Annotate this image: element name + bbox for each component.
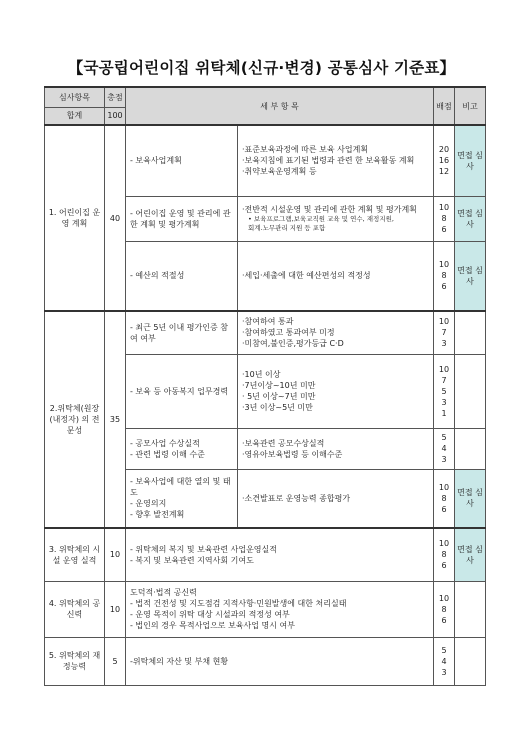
section-category: 1. 어린이집 운영 계획 xyxy=(45,125,105,311)
remark-cell: 면접 심사 xyxy=(455,125,486,196)
score-value: 4 xyxy=(441,656,447,666)
item-details xyxy=(238,125,434,196)
score-value: 7 xyxy=(441,375,447,385)
score-value: 1 xyxy=(441,408,447,418)
item-label: - 보육사업계획 xyxy=(126,125,238,196)
table-row xyxy=(45,637,486,685)
header-total-points: 총점 xyxy=(105,87,126,107)
item-line: - 향후 발전계획 xyxy=(130,510,185,520)
item-details xyxy=(238,428,434,469)
remark-cell: 면접 심사 xyxy=(455,469,486,528)
item-details xyxy=(238,196,434,241)
detail-small-line: 회계.노무관리 지원 등 포함 xyxy=(248,224,326,232)
remark-cell xyxy=(455,637,486,685)
detail-line: ·보육지침에 표기된 법령과 관련 한 보육활동 계획 xyxy=(242,156,415,166)
detail-line: · 5년 이상~7년 미만 xyxy=(242,392,316,401)
score-value: 6 xyxy=(441,504,447,514)
score-value: 8 xyxy=(441,493,447,503)
section-points: 35 xyxy=(105,311,126,528)
remark-cell: 면접 심사 xyxy=(455,196,486,241)
section-points: 10 xyxy=(105,528,126,581)
header-total-label: 합계 xyxy=(45,107,105,125)
table-row xyxy=(45,125,486,196)
item-line: - 공모사업 수상실적 xyxy=(130,438,200,448)
detail-line: ·10년 이상 xyxy=(242,370,281,379)
score-cell xyxy=(434,428,455,469)
detail-line: - 위탁체의 복지 및 보육관련 사업운영실적 xyxy=(130,544,277,554)
score-value: 8 xyxy=(441,604,447,614)
score-value: 8 xyxy=(441,271,447,281)
item-details xyxy=(126,528,434,581)
score-cell xyxy=(434,528,455,581)
remark-cell xyxy=(455,311,486,354)
document-title: 【국공립어린이집 위탁체(신규·변경) 공통심사 기준표】 xyxy=(67,59,456,77)
score-value: 3 xyxy=(441,339,447,349)
score-value: 6 xyxy=(441,615,447,625)
section-points: 40 xyxy=(105,125,126,311)
score-value: 7 xyxy=(441,328,447,338)
score-value: 3 xyxy=(441,455,447,464)
score-cell xyxy=(434,311,455,354)
detail-line: - 법적 건전성 및 지도점검 지적사항·민원발생에 대한 처리실태 xyxy=(130,599,347,608)
remark-cell: 면접 심사 xyxy=(455,241,486,311)
detail-line: ·7년이상~10년 미만 xyxy=(242,381,316,390)
score-value: 5 xyxy=(441,386,447,396)
score-cell xyxy=(434,196,455,241)
section-points: 5 xyxy=(105,637,126,685)
score-value: 10 xyxy=(438,364,450,374)
item-details xyxy=(126,581,434,637)
item-details xyxy=(238,469,434,528)
detail-line: ·세입·세출에 대한 예산편성의 적정성 xyxy=(242,271,371,281)
item-label: - 최근 5년 이내 평가인증 참여 여부 xyxy=(126,311,238,354)
detail-line: ·참여하였고 통과여부 미정 xyxy=(242,328,335,338)
score-cell xyxy=(434,469,455,528)
item-label: - 어린이집 운영 및 관리에 관한 계획 및 평가계획 xyxy=(126,196,238,241)
detail-line: ·보육관련 공모수상실적 xyxy=(242,438,325,448)
item-details xyxy=(238,354,434,428)
table-row xyxy=(45,311,486,354)
detail-line: - 법인의 경우 목적사업으로 보육사업 명시 여부 xyxy=(130,621,295,630)
score-cell xyxy=(434,125,455,196)
detail-small-line: • 보육프로그램,보육교직원 교육 및 연수, 재정지원, xyxy=(248,215,394,223)
section-category: 4. 위탁체의 공신력 xyxy=(45,581,105,637)
item-label xyxy=(126,469,238,528)
detail-line: ·소견발표로 운영능력 종합평가 xyxy=(242,493,351,503)
detail-line: -위탁체의 자산 및 부채 현황 xyxy=(130,656,229,666)
item-label xyxy=(126,428,238,469)
remark-cell: 면접 심사 xyxy=(455,528,486,581)
detail-line: ·참여하여 통과 xyxy=(242,317,294,327)
detail-line: - 운영 목적이 위탁 대상 시설과의 적정성 여부 xyxy=(130,610,290,619)
detail-line: ·영유아보육법령 등 이해수준 xyxy=(242,449,343,459)
score-value: 16 xyxy=(438,156,450,166)
score-value: 8 xyxy=(441,214,447,223)
table-row xyxy=(45,528,486,581)
section-points: 10 xyxy=(105,581,126,637)
item-label: - 보육 등 아동복지 업무경력 xyxy=(126,354,238,428)
score-value: 10 xyxy=(438,203,450,212)
detail-line: ·3년 이상~5년 미만 xyxy=(242,403,313,412)
score-value: 5 xyxy=(441,645,447,655)
remark-cell xyxy=(455,581,486,637)
score-value: 4 xyxy=(441,444,447,453)
section-category: 3. 위탁체의 시설 운영 실적 xyxy=(45,528,105,581)
detail-line: - 복지 및 보육관련 지역사회 기여도 xyxy=(130,555,254,565)
remark-cell xyxy=(455,354,486,428)
header-row xyxy=(45,87,486,107)
score-value: 20 xyxy=(438,145,450,155)
detail-line: ·전반적 시설운영 및 관리에 관한 계획 및 평가계획 xyxy=(242,205,417,214)
item-line: - 운영의지 xyxy=(130,499,167,509)
detail-line: ·취약보육운영계획 등 xyxy=(242,167,317,177)
remark-cell xyxy=(455,428,486,469)
score-value: 10 xyxy=(438,482,450,492)
score-cell xyxy=(434,354,455,428)
score-cell xyxy=(434,581,455,637)
score-value: 6 xyxy=(441,561,447,571)
item-details xyxy=(238,241,434,311)
score-value: 12 xyxy=(438,167,450,177)
header-category: 심사항목 xyxy=(45,87,105,107)
score-value: 10 xyxy=(438,539,450,549)
item-line: - 관련 법령 이해 수준 xyxy=(130,449,205,459)
score-value: 3 xyxy=(441,397,447,407)
detail-line: 도덕적·법적 공신력 xyxy=(130,588,197,597)
score-value: 6 xyxy=(441,225,447,234)
table-row xyxy=(45,581,486,637)
score-value: 8 xyxy=(441,550,447,560)
score-value: 10 xyxy=(438,260,450,270)
header-details: 세 부 항 목 xyxy=(126,87,434,125)
header-allocation: 배점 xyxy=(434,87,455,125)
item-label: - 예산의 적절성 xyxy=(126,241,238,311)
score-cell xyxy=(434,241,455,311)
detail-line: ·미참여,불인증,평가등급 C·D xyxy=(242,339,344,349)
score-value: 10 xyxy=(438,593,450,603)
score-value: 5 xyxy=(441,433,447,442)
score-value: 6 xyxy=(441,282,447,292)
detail-line: ·표준보육과정에 따른 보육 사업계획 xyxy=(242,145,369,155)
section-category: 5. 위탁체의 재정능력 xyxy=(45,637,105,685)
header-total-value: 100 xyxy=(105,107,126,125)
score-cell xyxy=(434,637,455,685)
section-category: 2.위탁체(원장 (내정자) 의 전문성 xyxy=(45,311,105,528)
score-value: 3 xyxy=(441,667,447,677)
item-details xyxy=(238,311,434,354)
criteria-table xyxy=(44,86,486,686)
header-remarks: 비고 xyxy=(455,87,486,125)
score-value: 10 xyxy=(438,317,450,327)
item-line: - 보육사업에 대한 열의 및 태도 xyxy=(130,477,231,498)
item-details xyxy=(126,637,434,685)
